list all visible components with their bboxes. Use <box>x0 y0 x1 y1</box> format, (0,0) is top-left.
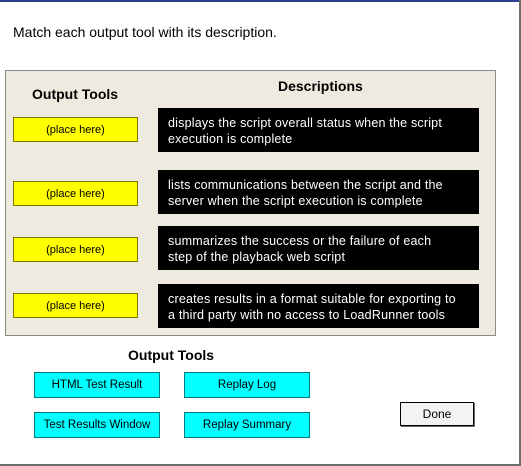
tool-tile-test-results-window[interactable]: Test Results Window <box>34 412 160 438</box>
output-tools-heading: Output Tools <box>32 86 119 102</box>
question-instruction: Match each output tool with its description. <box>13 24 277 40</box>
description-line: a third party with no access to LoadRunner tools <box>168 308 446 322</box>
description-box-2 <box>158 170 479 214</box>
done-button[interactable]: Done <box>400 402 474 426</box>
description-line: step of the playback web script <box>168 250 346 264</box>
description-line: displays the script overall status when the script <box>168 116 443 130</box>
tool-tile-replay-log[interactable]: Replay Log <box>184 372 310 398</box>
drop-slot-3[interactable]: (place here) <box>13 237 138 262</box>
tool-tile-html-test-result[interactable]: HTML Test Result <box>34 372 160 398</box>
tool-bank-heading: Output Tools <box>128 347 215 363</box>
description-line: lists communications between the script and the <box>168 178 443 192</box>
window-top-border <box>0 0 521 2</box>
drop-slot-1[interactable]: (place here) <box>13 117 138 142</box>
description-box-1 <box>158 108 479 152</box>
description-box-4 <box>158 284 479 328</box>
tool-tile-replay-summary[interactable]: Replay Summary <box>184 412 310 438</box>
description-box-3 <box>158 226 479 270</box>
drop-slot-2[interactable]: (place here) <box>13 181 138 206</box>
description-line: server when the script execution is complete <box>168 194 423 208</box>
description-line: execution is complete <box>168 132 293 146</box>
description-line: creates results in a format suitable for exporting to <box>168 292 456 306</box>
descriptions-heading: Descriptions <box>278 78 363 94</box>
drop-slot-4[interactable]: (place here) <box>13 293 138 318</box>
description-line: summarizes the success or the failure of each <box>168 234 432 248</box>
